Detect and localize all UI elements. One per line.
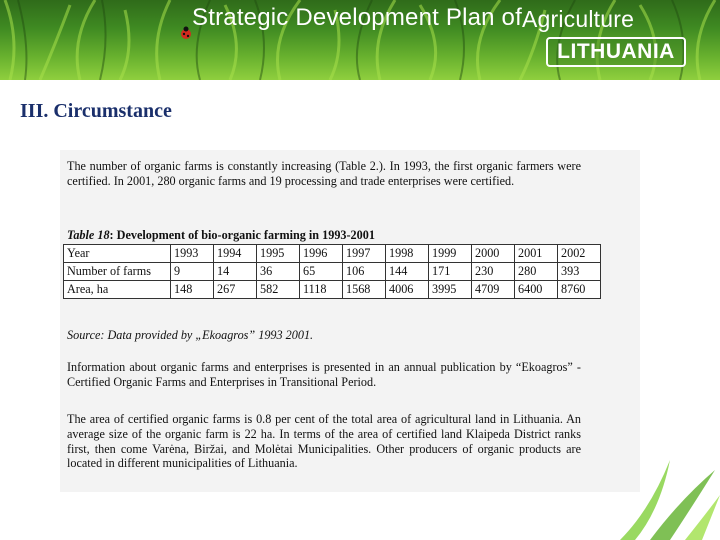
- table-cell: 1994: [214, 245, 257, 263]
- table-cell: 230: [472, 263, 515, 281]
- table-caption-label: Table 18: [67, 228, 110, 242]
- country-badge: LITHUANIA: [546, 37, 686, 67]
- table-cell: 8760: [558, 281, 601, 299]
- ladybug-icon: [179, 26, 193, 40]
- paragraph-publication: Information about organic farms and enterprises is presented in an annual publication by “Ekoagros” - Certified Organic Farms and Enterprises in Transitional Period.: [67, 360, 581, 389]
- table-cell: 1993: [171, 245, 214, 263]
- document-image: [60, 150, 640, 492]
- corner-grass-decoration: [610, 460, 720, 540]
- header-banner: [0, 0, 720, 80]
- paragraph-area: The area of certified organic farms is 0.8 per cent of the total area of agricultural land in Lithuania. An average size of the organic farm is 22 ha. In terms of the area of certified land Klaipeda District ranks first, then come Varėna, Biržai, and Molėtai Municipalities. Other producers of organic products are located in different municipalities of Lithuania.: [67, 412, 581, 471]
- table-cell: 6400: [515, 281, 558, 299]
- table-cell: 1999: [429, 245, 472, 263]
- table-cell: 1995: [257, 245, 300, 263]
- table-cell: 171: [429, 263, 472, 281]
- table-source: Source: Data provided by „Ekoagros” 1993 2001.: [67, 328, 314, 342]
- table-cell: 1997: [343, 245, 386, 263]
- title-agriculture: Agriculture: [521, 6, 635, 32]
- table-cell: Year: [64, 245, 171, 263]
- table-cell: 280: [515, 263, 558, 281]
- bio-organic-farming-table: [63, 244, 601, 299]
- table-row-area: [64, 281, 601, 299]
- table-cell: 106: [343, 263, 386, 281]
- table-cell: 148: [171, 281, 214, 299]
- banner-title: [192, 4, 634, 32]
- table-cell: 1998: [386, 245, 429, 263]
- table-cell: 2000: [472, 245, 515, 263]
- table-cell: 14: [214, 263, 257, 281]
- table-cell: 9: [171, 263, 214, 281]
- table-cell: 267: [214, 281, 257, 299]
- table-cell: 36: [257, 263, 300, 281]
- table-row-year: [64, 245, 601, 263]
- section-title: III. Circumstance: [20, 100, 172, 122]
- table-cell: 582: [257, 281, 300, 299]
- table-cell: 4006: [386, 281, 429, 299]
- table-cell: 3995: [429, 281, 472, 299]
- paragraph-organic-farms: The number of organic farms is constantly increasing (Table 2.). In 1993, the first organic farmers were certified. In 2001, 280 organic farms and 19 processing and trade enterprises were certified.: [67, 159, 581, 188]
- table-cell: 2001: [515, 245, 558, 263]
- table-cell: 4709: [472, 281, 515, 299]
- table-cell: 1568: [343, 281, 386, 299]
- table-cell: 2002: [558, 245, 601, 263]
- table-caption: [67, 228, 375, 243]
- table-cell: Area, ha: [64, 281, 171, 299]
- table-cell: 1118: [300, 281, 343, 299]
- table-caption-text: : Development of bio-organic farming in 1993-2001: [109, 228, 375, 242]
- table-cell: 65: [300, 263, 343, 281]
- table-cell: Number of farms: [64, 263, 171, 281]
- table-row-farms: [64, 263, 601, 281]
- table-cell: 144: [386, 263, 429, 281]
- table-cell: 393: [558, 263, 601, 281]
- title-main: Strategic Development Plan of: [192, 4, 522, 31]
- table-cell: 1996: [300, 245, 343, 263]
